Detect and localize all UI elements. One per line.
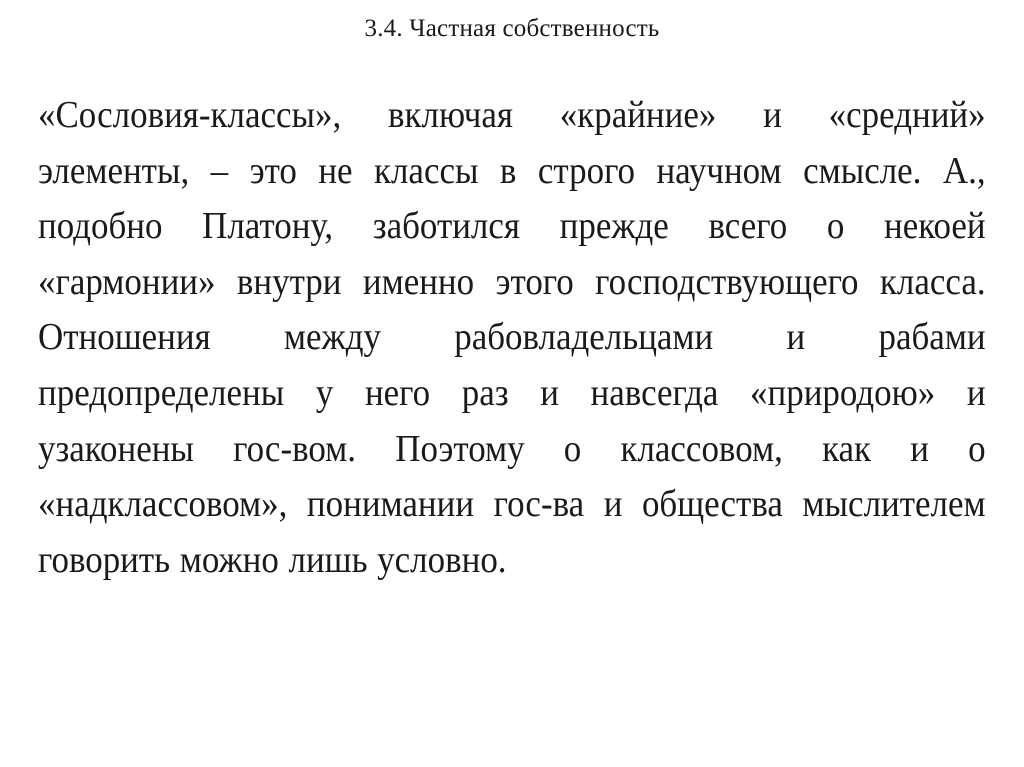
slide-body-text: «Сословия-классы», включая «крайние» и «средний» элементы, – это не классы в строго научном смысле. А., подобно Платону, заботился прежде всего о некоей «гармонии» внутри именно этого господствующего класса. Отношения между рабовладельцами и рабами предопределены у него раз и навсегда «природою» и узаконены гос-вом. Поэтому о классовом, как и о «надклассовом», понимании гос-ва и общества мыслителем говорить можно лишь условно.: [38, 94, 986, 581]
slide-title: 3.4. Частная собственность: [364, 15, 660, 42]
